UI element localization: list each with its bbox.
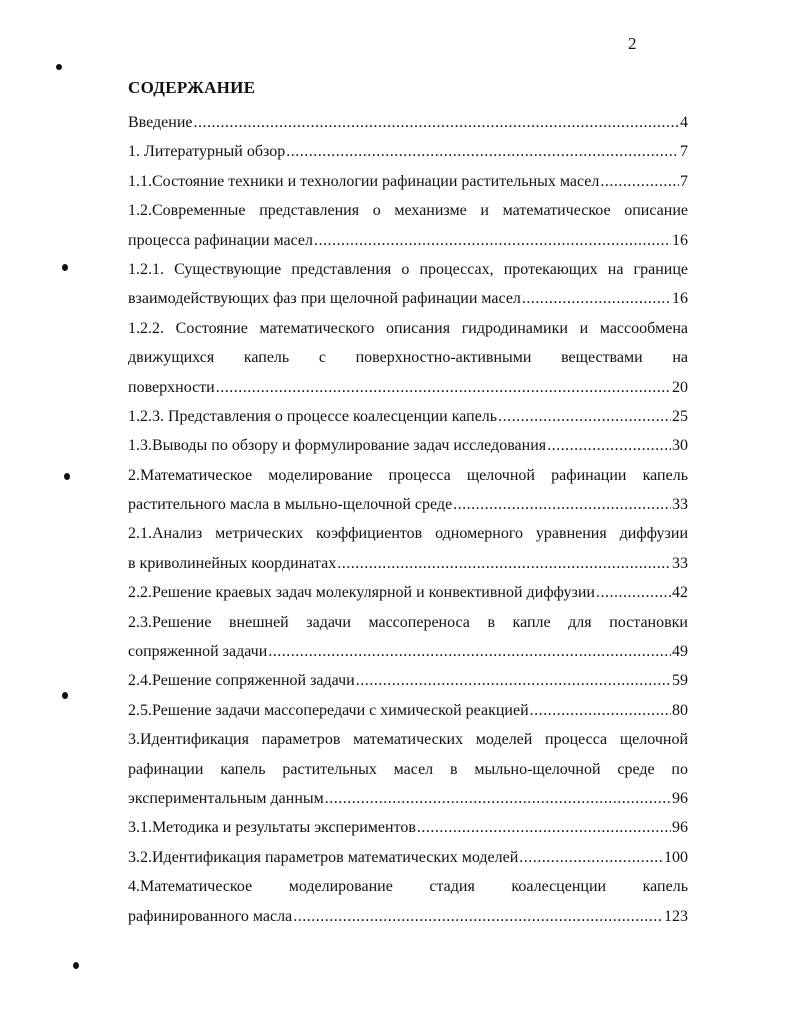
dot-leader (293, 902, 663, 931)
dot-leader (194, 108, 680, 137)
toc-page-number: 16 (672, 290, 688, 308)
toc-entry-text: 3.1.Методика и результаты экспериментов (128, 819, 416, 837)
toc-entry-text: взаимодействующих фаз при щелочной рафинации масел (128, 290, 521, 308)
toc-entry-text: 1.3.Выводы по обзору и формулирование задач исследования (128, 437, 547, 455)
dot-leader (522, 284, 671, 313)
table-of-contents (128, 108, 688, 931)
toc-page-number: 16 (672, 231, 688, 249)
toc-entry (128, 402, 688, 431)
toc-page-number: 25 (672, 407, 688, 425)
toc-page-number: 100 (664, 848, 688, 866)
page-number: 2 (628, 34, 637, 53)
toc-entry (128, 226, 688, 255)
dot-leader (519, 843, 663, 872)
toc-page-number: 123 (664, 907, 688, 925)
toc-page-number: 7 (680, 172, 688, 190)
toc-page-number: 96 (672, 789, 688, 807)
toc-entry-text-line: 3.Идентификация параметров математических моделей процесса щелочной (128, 731, 688, 749)
toc-entry-text: 1.1.Состояние техники и технологии рафинации растительных масел (128, 172, 600, 190)
toc-entry-text: 3.2.Идентификация параметров математических моделей (128, 848, 519, 866)
toc-title: СОДЕРЖАНИЕ (128, 78, 256, 97)
toc-entry-text: Введение (128, 114, 193, 131)
toc-entry (128, 843, 688, 872)
toc-page-number: 20 (672, 378, 688, 396)
dot-leader (417, 813, 671, 842)
dot-leader (356, 666, 671, 695)
toc-entry (128, 902, 688, 931)
toc-entry (128, 167, 688, 196)
scan-speck (64, 473, 70, 480)
scan-speck (56, 64, 62, 70)
dot-leader (498, 402, 671, 431)
scan-speck (62, 264, 68, 271)
dot-leader (547, 431, 671, 460)
toc-entry-text-line: 1.2.Современные представления о механизме и математическое описание (128, 202, 688, 220)
toc-page-number: 59 (672, 672, 688, 690)
toc-entry-text-line: 1.2.1. Существующие представления о процессах, протекающих на границе (128, 260, 688, 278)
toc-page-number: 33 (672, 554, 688, 572)
toc-page-number: 49 (672, 643, 688, 661)
toc-page-number: 80 (672, 701, 688, 719)
toc-entry-text: процесса рафинации масел (128, 231, 314, 249)
dot-leader (216, 373, 671, 402)
toc-entry (128, 431, 688, 460)
toc-entry (128, 813, 688, 842)
toc-entry-text: поверхности (128, 378, 215, 396)
dot-leader (600, 167, 679, 196)
toc-entry-text-line: 2.1.Анализ метрических коэффициентов одномерного уравнения диффузии (128, 525, 688, 543)
dot-leader (325, 784, 671, 813)
toc-entry-text-line: движущихся капель с поверхностно-активными веществами на (128, 349, 688, 367)
dot-leader (596, 578, 671, 607)
toc-entry (128, 666, 688, 695)
toc-page-number: 33 (672, 496, 688, 514)
scan-speck (62, 692, 68, 699)
dot-leader (337, 549, 671, 578)
toc-entry-text: сопряженной задачи (128, 643, 268, 661)
toc-entry (128, 549, 688, 578)
toc-entry-text-line: 2.Математическое моделирование процесса щелочной рафинации капель (128, 466, 688, 484)
toc-entry-text: 2.4.Решение сопряженной задачи (128, 672, 355, 690)
toc-entry-text: экспериментальным данным (128, 789, 324, 807)
toc-entry (128, 373, 688, 402)
toc-entry (128, 637, 688, 666)
scan-speck (73, 962, 79, 969)
toc-entry-text-line: рафинации капель растительных масел в мыльно-щелочной среде по (128, 760, 688, 778)
toc-entry-text: в криволинейных координатах (128, 554, 337, 572)
toc-entry (128, 284, 688, 313)
dot-leader (453, 490, 671, 519)
toc-entry (128, 784, 688, 813)
toc-entry (128, 137, 688, 166)
toc-entry-text: 1.2.3. Представления о процессе коалесценции капель (128, 407, 498, 425)
toc-entry-text: 2.2.Решение краевых задач молекулярной и конвективной диффузии (128, 584, 595, 602)
dot-leader (314, 226, 671, 255)
toc-page-number: 42 (672, 584, 688, 602)
toc-entry-text: 1. Литературный обзор (128, 143, 286, 161)
dot-leader (286, 137, 679, 166)
toc-entry-text-line: 4.Математическое моделирование стадия коалесценции капель (128, 878, 688, 896)
toc-page-number: 4 (680, 114, 688, 131)
dot-leader (530, 696, 671, 725)
toc-entry (128, 578, 688, 607)
toc-entry-text: 2.5.Решение задачи массопередачи с химической реакцией (128, 701, 529, 719)
toc-entry-text: растительного масла в мыльно-щелочной среде (128, 496, 453, 514)
toc-entry-text-line: 1.2.2. Состояние математического описания гидродинамики и массообмена (128, 319, 688, 337)
toc-page-number: 30 (672, 437, 688, 455)
toc-entry-text-line: 2.3.Решение внешней задачи массопереноса в капле для постановки (128, 613, 688, 631)
dot-leader (268, 637, 671, 666)
toc-page-number: 7 (680, 143, 688, 161)
toc-entry (128, 696, 688, 725)
toc-entry-text: рафинированного масла (128, 907, 293, 925)
toc-entry (128, 490, 688, 519)
toc-page-number: 96 (672, 819, 688, 837)
toc-entry (128, 108, 688, 137)
